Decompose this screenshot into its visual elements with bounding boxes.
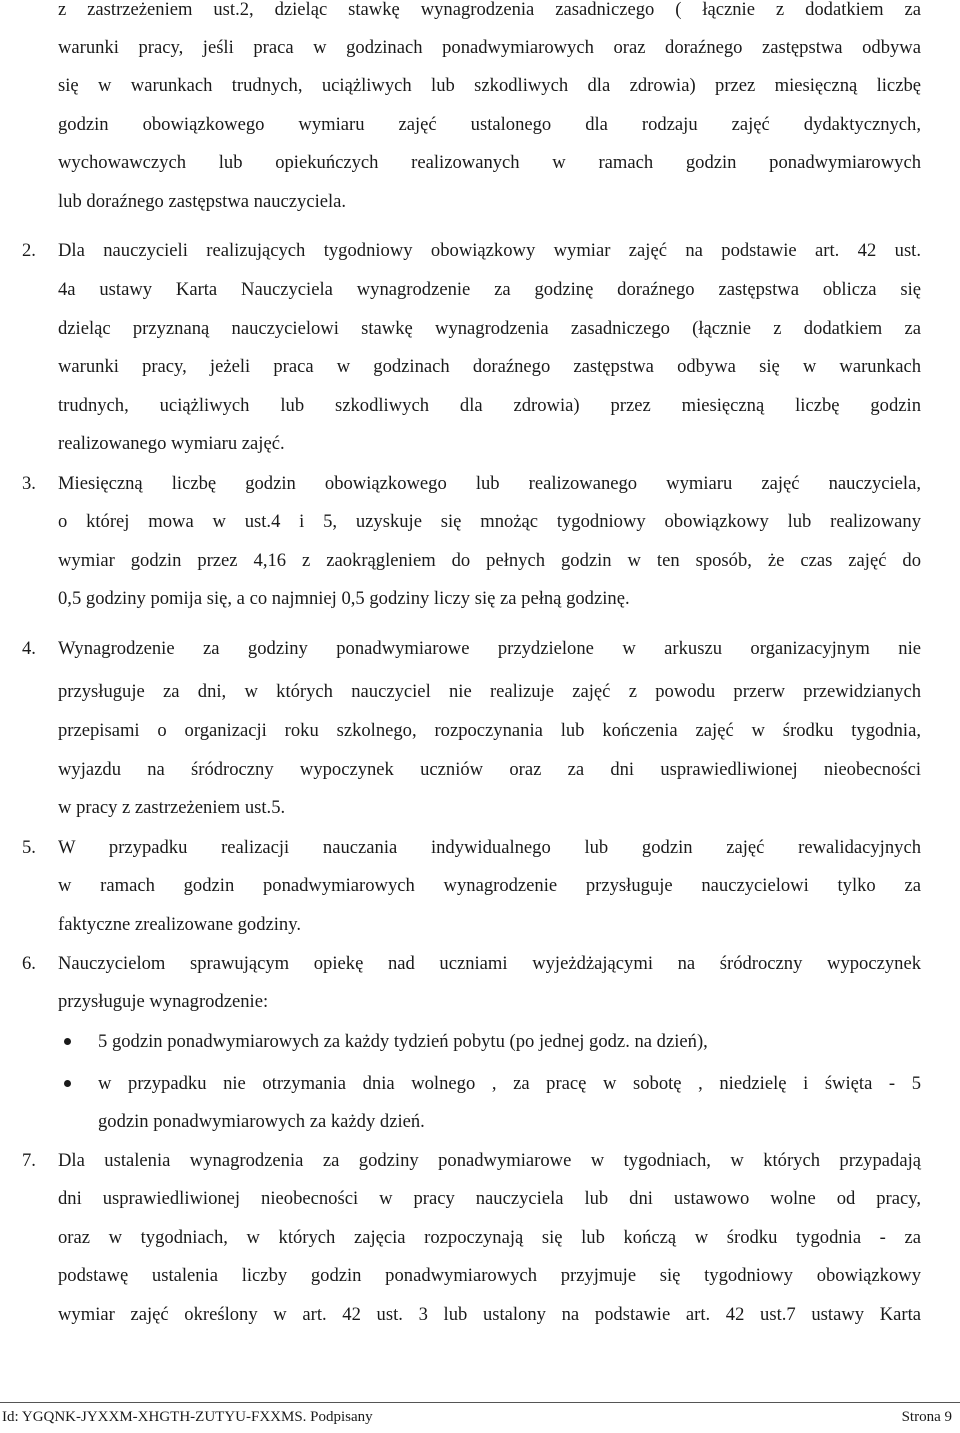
text-line: Dla nauczycieli realizujących tygodniowy obowiązkowy wymiar zajęć na podstawie art. 42 ust. (58, 240, 921, 261)
item-number: 4. (22, 638, 36, 659)
text-line: W przypadku realizacji nauczania indywidualnego lub godzin zajęć rewalidacyjnych (58, 837, 921, 858)
text-line: o której mowa w ust.4 i 5, uzyskuje się mnożąc tygodniowy obowiązkowy lub realizowany (58, 511, 921, 532)
text-line: wymiar zajęć określony w art. 42 ust. 3 lub ustalony na podstawie art. 42 ust.7 ustawy Karta (58, 1304, 921, 1325)
text-line: warunki pracy, jeżeli praca w godzinach doraźnego zastępstwa odbywa się w warunkach (58, 356, 921, 377)
text-line: lub doraźnego zastępstwa nauczyciela. (58, 191, 347, 212)
text-line: podstawę ustalenia liczby godzin ponadwymiarowych przyjmuje się tygodniowy obowiązkowy (58, 1265, 921, 1286)
bullet-icon (64, 1080, 71, 1087)
text-line: wychowawczych lub opiekuńczych realizowanych w ramach godzin ponadwymiarowych (58, 152, 921, 173)
text-line: w ramach godzin ponadwymiarowych wynagrodzenie przysługuje nauczycielowi tylko za (58, 875, 921, 896)
text-line: wyjazdu na śródroczny wypoczynek uczniów oraz za dni usprawiedliwionej nieobecności (58, 759, 921, 780)
text-line: wymiar godzin przez 4,16 z zaokrągleniem do pełnych godzin w ten sposób, że czas zajęć do (58, 550, 921, 571)
text-line: przepisami o organizacji roku szkolnego, rozpoczynania lub kończenia zajęć w środku tygodnia, (58, 720, 921, 741)
text-line: z zastrzeżeniem ust.2, dzieląc stawkę wynagrodzenia zasadniczego ( łącznie z dodatkiem za (58, 0, 921, 20)
text-line: oraz w tygodniach, w których zajęcia rozpoczynają się lub kończą w środku tygodnia - za (58, 1227, 921, 1248)
text-line: realizowanego wymiaru zajęć. (58, 433, 285, 454)
text-line: godzin obowiązkowego wymiaru zajęć ustalonego dla rodzaju zajęć dydaktycznych, (58, 114, 921, 135)
footer-id: Id: YGQNK-JYXXM-XHGTH-ZUTYU-FXXMS. Podpisany (2, 1409, 373, 1425)
text-line: w pracy z zastrzeżeniem ust.5. (58, 797, 286, 818)
bullet-text: w przypadku nie otrzymania dnia wolnego , za pracę w sobotę , niedzielę i święta - 5 (98, 1073, 921, 1094)
text-line: warunki pracy, jeśli praca w godzinach ponadwymiarowych oraz doraźnego zastępstwa odbywa (58, 37, 921, 58)
item-number: 2. (22, 240, 36, 261)
item-number: 5. (22, 837, 36, 858)
bullet-text: 5 godzin ponadwymiarowych za każdy tydzień pobytu (po jednej godz. na dzień), (98, 1031, 708, 1052)
bullet-icon (64, 1038, 71, 1045)
text-line: Nauczycielom sprawującym opiekę nad uczniami wyjeżdżającymi na śródroczny wypoczynek (58, 953, 921, 974)
text-line: Wynagrodzenie za godziny ponadwymiarowe przydzielone w arkuszu organizacyjnym nie (58, 638, 921, 659)
text-line: 4a ustawy Karta Nauczyciela wynagrodzenie za godzinę doraźnego zastępstwa oblicza się (58, 279, 921, 300)
item-number: 3. (22, 473, 36, 494)
text-line: przysługuje wynagrodzenie: (58, 991, 269, 1012)
item-number: 6. (22, 953, 36, 974)
text-line: 0,5 godziny pomija się, a co najmniej 0,5 godziny liczy się za pełną godzinę. (58, 588, 630, 609)
text-line: faktyczne zrealizowane godziny. (58, 914, 301, 935)
text-line: dzieląc przyznaną nauczycielowi stawkę wynagrodzenia zasadniczego (łącznie z dodatkiem za (58, 318, 921, 339)
footer-divider (0, 1402, 960, 1403)
text-line: Dla ustalenia wynagrodzenia za godziny ponadwymiarowe w tygodniach, w których przypadają (58, 1150, 921, 1171)
text-line: się w warunkach trudnych, uciążliwych lub szkodliwych dla zdrowia) przez miesięczną liczbę (58, 75, 921, 96)
text-line: dni usprawiedliwionej nieobecności w pracy nauczyciela lub dni ustawowo wolne od pracy, (58, 1188, 921, 1209)
item-number: 7. (22, 1150, 36, 1171)
text-line: trudnych, uciążliwych lub szkodliwych dla zdrowia) przez miesięczną liczbę godzin (58, 395, 921, 416)
bullet-text: godzin ponadwymiarowych za każdy dzień. (98, 1111, 425, 1132)
text-line: Miesięczną liczbę godzin obowiązkowego lub realizowanego wymiaru zajęć nauczyciela, (58, 473, 921, 494)
page-number: Strona 9 (901, 1409, 952, 1425)
text-line: przysługuje za dni, w których nauczyciel nie realizuje zajęć z powodu przerw przewidzianych (58, 681, 921, 702)
